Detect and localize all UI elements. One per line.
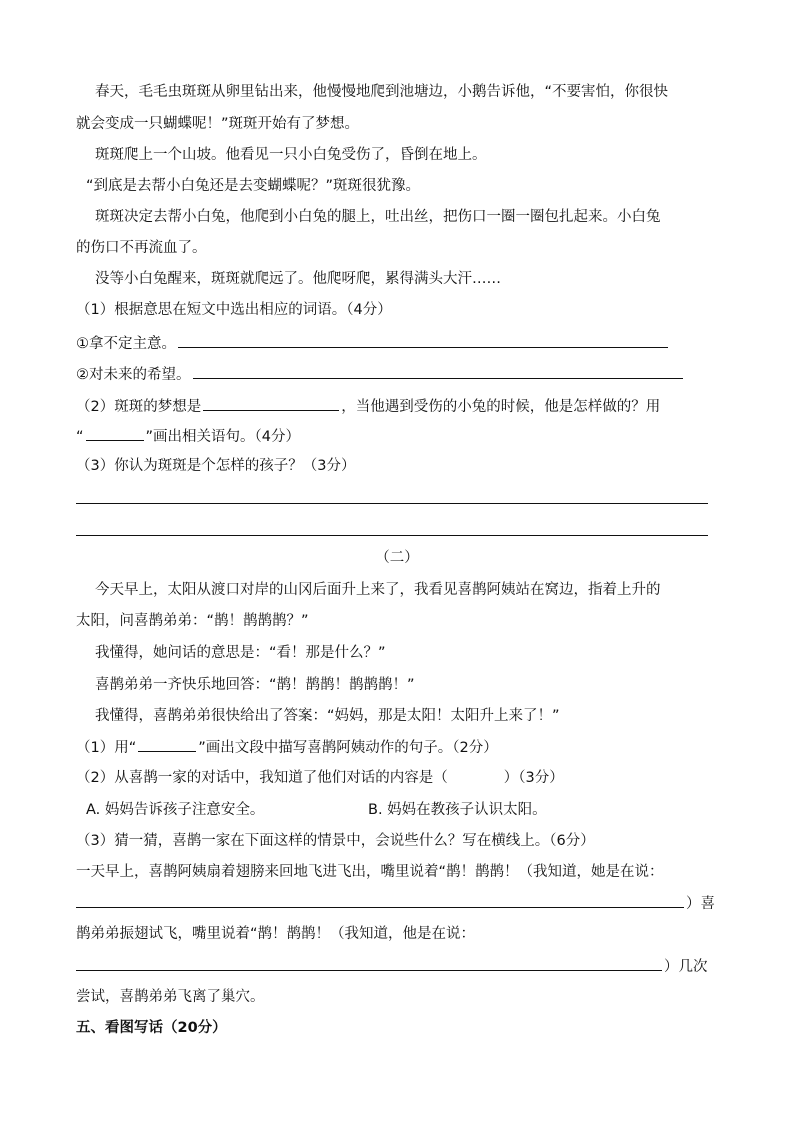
story2-p1b: 太阳，问喜鹊弟弟：“鹊！鹊鹊鹊？”: [76, 613, 309, 629]
question-2-3-line2: [76, 893, 715, 914]
question-2-2-suffix: ）（3分）: [503, 770, 564, 786]
story1-p1a: 春天，毛毛虫斑斑从卵里钻出来，他慢慢地爬到池塘边，小鹅告诉他，“不要害怕，你很快: [95, 84, 669, 100]
question-1-1a-label: ①拿不定主意。: [76, 336, 176, 352]
question-1-1: （1）根据意思在短文中选出相应的词语。（4分）: [76, 302, 392, 318]
question-2-2: [76, 768, 564, 788]
story1-p1b: 就会变成一只蝴蝶呢！”斑斑开始有了梦想。: [76, 116, 360, 132]
story1-p4a: 斑斑决定去帮小白兔，他爬到小白兔的腿上，吐出丝，把伤口一圈一圈包扎起来。小白兔: [95, 209, 661, 225]
underline-sample-1: [86, 426, 144, 441]
answer-line-dream[interactable]: [203, 396, 339, 411]
story1-p3: “到底是去帮小白兔还是去变蝴蝶呢？”斑斑很犹豫。: [86, 178, 421, 194]
question-2-3-line1: 一天早上，喜鹊阿姨扇着翅膀来回地飞进飞出，嘴里说着“鹊！鹊鹊！（我知道，她是在说：: [76, 864, 664, 880]
question-1-1a: [76, 333, 670, 354]
section-2-title: （二）: [375, 550, 419, 566]
answer-line-3b[interactable]: [76, 535, 708, 536]
answer-line-3a[interactable]: [76, 503, 708, 504]
question-2-2-prefix: （2）从喜鹊一家的对话中，我知道了他们对话的内容是（: [76, 770, 448, 786]
question-1-2b-suffix: ”画出相关语句。（4分）: [145, 429, 301, 445]
question-1-2a: [76, 396, 660, 417]
story2-p4: 我懂得，喜鹊弟弟很快给出了答案：“妈妈，那是太阳！太阳升上来了！”: [95, 708, 560, 724]
story2-p2: 我懂得，她问话的意思是：“看！那是什么？”: [95, 645, 386, 661]
question-1-3: （3）你认为斑斑是个怎样的孩子？（3分）: [76, 458, 356, 474]
answer-line-mom[interactable]: [76, 893, 684, 908]
option-b[interactable]: B. 妈妈在教孩子认识太阳。: [368, 802, 547, 818]
quote-open: “: [76, 429, 84, 445]
question-2-3-line4: [76, 956, 708, 977]
question-2-1-prefix: （1）用“: [76, 740, 137, 756]
question-1-2-prefix: （2）斑斑的梦想是: [76, 399, 202, 415]
underline-sample-2: [138, 737, 196, 752]
story1-p2: 斑斑爬上一个山坡。他看见一只小白兔受伤了，昏倒在地上。: [95, 147, 487, 163]
answer-line-1a[interactable]: [178, 333, 668, 348]
story1-p5: 没等小白兔醒来，斑斑就爬远了。他爬呀爬，累得满头大汗……: [95, 271, 501, 287]
answer-line-brother[interactable]: [76, 956, 662, 971]
question-1-2b: [76, 426, 300, 447]
question-1-1b-label: ②对未来的希望。: [76, 367, 191, 383]
question-2-3-line2-end: ）喜: [686, 896, 715, 912]
question-2-3-line5: 尝试，喜鹊弟弟飞离了巢穴。: [76, 989, 265, 1005]
question-2-1-suffix: ”画出文段中描写喜鹊阿姨动作的句子。（2分）: [198, 740, 498, 756]
question-2-1: [76, 737, 498, 758]
option-a[interactable]: A. 妈妈告诉孩子注意安全。: [86, 802, 265, 818]
question-2-3-line3: 鹊弟弟振翅试飞，嘴里说着“鹊！鹊鹊！（我知道，他是在说：: [76, 926, 476, 942]
question-1-2-suffix: ，当他遇到受伤的小兔的时候，他是怎样做的？用: [341, 399, 661, 415]
question-2-3: （3）猜一猜，喜鹊一家在下面这样的情景中，会说些什么？写在横线上。（6分）: [76, 833, 595, 849]
story2-p1a: 今天早上，太阳从渡口对岸的山冈后面升上来了，我看见喜鹊阿姨站在窝边，指着上升的: [95, 582, 661, 598]
story1-p4b: 的伤口不再流血了。: [76, 240, 207, 256]
answer-line-1b[interactable]: [193, 364, 683, 379]
story2-p3: 喜鹊弟弟一齐快乐地回答：“鹊！鹊鹊！鹊鹊鹊！”: [95, 677, 415, 693]
question-2-3-line4-end: ）几次: [664, 959, 708, 975]
question-1-1b: [76, 364, 685, 385]
section-5-title: 五、看图写话（20分）: [76, 1020, 227, 1036]
